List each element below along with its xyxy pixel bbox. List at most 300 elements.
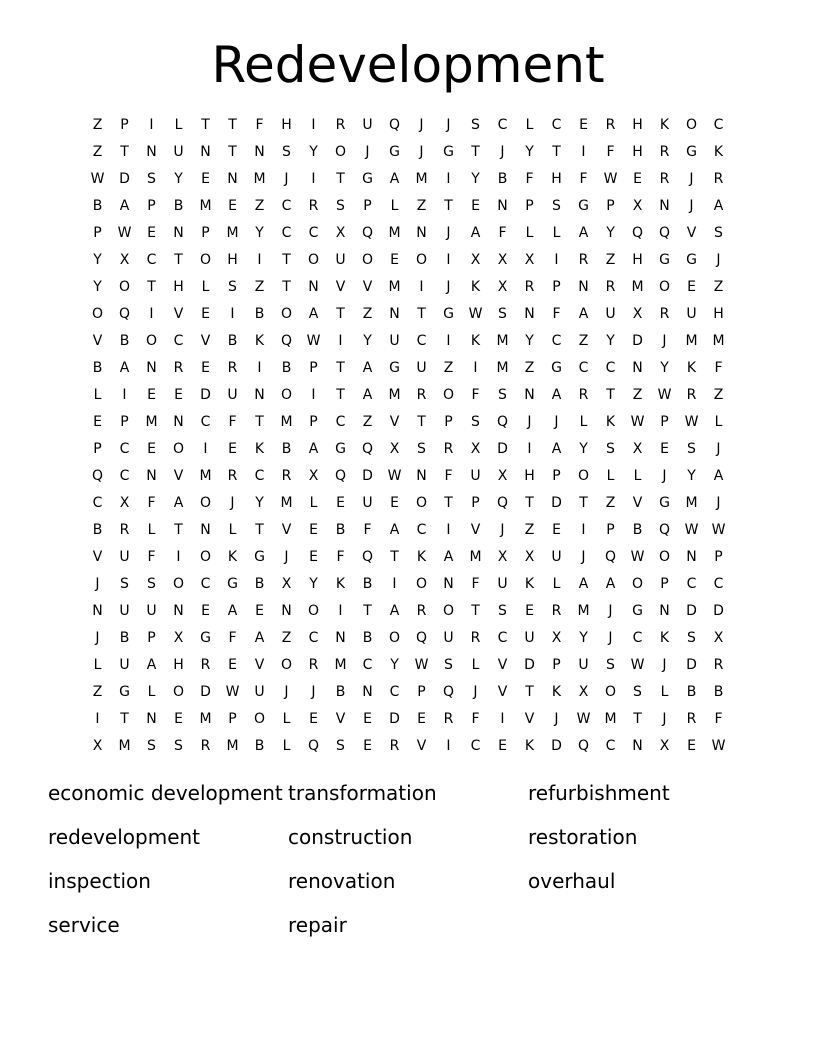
grid-letter: R [335,117,346,133]
grid-letter: G [632,603,643,619]
grid-letter: M [577,603,590,619]
grid-letter: S [174,738,183,754]
grid-letter: A [605,576,616,592]
grid-letter: J [500,144,505,160]
grid-letter: G [686,144,697,160]
grid-letter: U [686,306,697,322]
grid-letter: R [686,711,697,727]
grid-letter: S [606,441,615,457]
grid-letter: C [200,576,211,592]
grid-letter: E [579,117,588,133]
grid-letter: D [362,468,373,484]
grid-letter: F [228,630,237,646]
grid-letter: B [362,576,373,592]
grid-letter: Z [281,630,292,646]
grid-letter: G [389,144,400,160]
grid-letter: W [684,522,699,538]
grid-letter: P [309,414,318,430]
grid-letter: C [362,657,373,673]
word-list-item: redevelopment [48,825,201,849]
grid-letter: G [389,360,400,376]
grid-letter: Y [309,576,318,592]
grid-letter: H [227,252,238,268]
grid-letter: Q [361,549,374,565]
grid-letter: V [200,333,211,349]
grid-letter: N [659,603,670,619]
grid-letter: T [201,117,210,133]
grid-letter: P [309,360,318,376]
grid-letter: Z [92,684,103,700]
grid-letter: T [255,522,264,538]
grid-letter: U [119,657,130,673]
grid-letter: N [335,630,346,646]
grid-letter: E [228,441,237,457]
grid-letter: C [308,630,319,646]
grid-letter: E [390,252,399,268]
grid-letter: P [417,684,426,700]
grid-letter: O [280,657,293,673]
grid-letter: T [228,144,237,160]
grid-letter: E [147,387,156,403]
grid-letter: N [254,387,265,403]
grid-letter: Z [362,414,373,430]
grid-letter: N [497,198,508,214]
grid-letter: X [497,252,508,268]
grid-letter: L [633,468,642,484]
grid-letter: O [577,468,590,484]
grid-letter: A [470,225,481,241]
grid-letter: L [228,522,237,538]
grid-letter: J [716,495,721,511]
grid-letter: I [338,333,343,349]
grid-letter: R [416,387,427,403]
grid-letter: K [524,576,535,592]
grid-letter: O [280,306,293,322]
grid-letter: C [416,522,427,538]
grid-letter: Z [254,198,265,214]
grid-letter: P [444,414,453,430]
grid-letter: T [390,549,399,565]
grid-letter: G [659,252,670,268]
word-list-item: inspection [48,869,151,893]
grid-letter: O [91,306,104,322]
grid-letter: V [92,333,103,349]
grid-letter: A [551,441,562,457]
grid-letter: O [145,333,158,349]
grid-letter: U [578,657,589,673]
grid-letter: S [147,738,156,754]
grid-letter: E [309,711,318,727]
grid-letter: S [147,576,156,592]
grid-letter: U [443,630,454,646]
grid-letter: E [93,414,102,430]
grid-letter: A [713,468,724,484]
grid-letter: R [389,738,400,754]
grid-letter: C [470,738,481,754]
grid-letter: T [471,603,480,619]
puzzle-title: Redevelopment [211,36,605,94]
grid-letter: G [659,495,670,511]
grid-letter: C [632,630,643,646]
grid-letter: O [604,684,617,700]
grid-letter: Y [525,333,534,349]
grid-letter: I [338,603,343,619]
grid-letter: W [684,414,699,430]
grid-letter: T [282,252,291,268]
grid-letter: U [362,117,373,133]
grid-letter: I [149,117,154,133]
word-list-item: repair [288,913,347,937]
grid-letter: N [659,198,670,214]
grid-letter: B [362,630,373,646]
grid-letter: L [201,279,210,295]
grid-letter: I [176,549,181,565]
grid-letter: X [524,549,535,565]
grid-letter: Y [390,657,399,673]
grid-letter: F [471,387,480,403]
grid-letter: W [630,657,645,673]
grid-letter: C [119,441,130,457]
grid-letter: F [714,360,723,376]
grid-letter: J [284,171,289,187]
grid-letter: R [659,171,670,187]
grid-letter: J [446,117,451,133]
grid-letter: B [497,171,508,187]
grid-letter: B [119,333,130,349]
grid-letter: C [146,252,157,268]
grid-letter: K [686,360,697,376]
grid-letter: R [173,360,184,376]
grid-letter: P [660,576,669,592]
grid-letter: M [631,279,644,295]
grid-letter: Z [632,387,643,403]
grid-letter: V [173,468,184,484]
grid-letter: W [603,171,618,187]
grid-letter: X [389,441,400,457]
grid-letter: T [417,306,426,322]
grid-letter: T [255,414,264,430]
grid-letter: D [524,657,535,673]
grid-letter: J [230,495,235,511]
grid-letter: X [335,225,346,241]
grid-letter: K [551,684,562,700]
word-list-item: service [48,913,120,937]
grid-letter: A [173,495,184,511]
grid-letter: G [254,549,265,565]
grid-letter: H [551,171,562,187]
grid-letter: F [147,495,156,511]
grid-letter: M [712,333,725,349]
grid-letter: P [552,279,561,295]
word-list-item: refurbishment [528,781,670,805]
grid-letter: I [446,738,451,754]
grid-letter: X [308,468,319,484]
grid-letter: R [281,468,292,484]
grid-letter: P [552,468,561,484]
grid-letter: N [227,171,238,187]
grid-letter: Z [605,252,616,268]
grid-letter: T [444,198,453,214]
grid-letter: R [200,657,211,673]
grid-letter: F [336,549,345,565]
grid-letter: P [525,198,534,214]
grid-letter: E [255,603,264,619]
grid-letter: T [336,306,345,322]
grid-letter: I [446,522,451,538]
grid-letter: N [416,225,427,241]
grid-letter: J [662,711,667,727]
grid-letter: I [581,144,586,160]
grid-letter: T [363,603,372,619]
grid-letter: I [311,117,316,133]
grid-letter: Y [687,468,696,484]
grid-letter: V [389,414,400,430]
grid-letter: F [714,711,723,727]
grid-letter: T [552,144,561,160]
grid-letter: I [311,171,316,187]
grid-letter: J [554,414,559,430]
grid-letter: J [419,144,424,160]
grid-letter: O [685,117,698,133]
grid-letter: X [659,738,670,754]
grid-letter: M [604,711,617,727]
grid-letter: M [199,468,212,484]
grid-letter: X [578,684,589,700]
grid-letter: S [336,738,345,754]
grid-letter: J [311,684,316,700]
grid-letter: P [201,225,210,241]
grid-letter: J [662,468,667,484]
grid-letter: J [419,117,424,133]
grid-letter: P [363,198,372,214]
grid-letter: D [200,684,211,700]
grid-letter: A [389,522,400,538]
grid-letter: Y [525,144,534,160]
grid-letter: K [416,549,427,565]
grid-letter: D [200,387,211,403]
grid-letter: F [606,144,615,160]
grid-letter: K [605,414,616,430]
grid-letter: B [119,630,130,646]
grid-letter: I [554,252,559,268]
grid-letter: O [253,711,266,727]
grid-letter: E [363,738,372,754]
grid-letter: J [473,684,478,700]
grid-letter: Y [660,360,669,376]
grid-letter: I [230,306,235,322]
word-list-item: construction [288,825,413,849]
grid-letter: T [174,252,183,268]
grid-letter: B [92,198,103,214]
grid-letter: X [173,630,184,646]
grid-letter: E [309,549,318,565]
grid-letter: N [416,468,427,484]
grid-letter: Q [307,738,320,754]
grid-letter: C [308,225,319,241]
grid-letter: Q [361,225,374,241]
grid-letter: B [254,306,265,322]
grid-letter: O [199,252,212,268]
grid-letter: M [496,333,509,349]
grid-letter: Q [496,414,509,430]
grid-letter: J [716,441,721,457]
grid-letter: C [713,117,724,133]
grid-letter: N [146,360,157,376]
grid-letter: O [361,252,374,268]
grid-letter: S [498,306,507,322]
grid-letter: S [228,279,237,295]
grid-letter: X [632,306,643,322]
grid-letter: T [120,144,129,160]
grid-letter: V [254,657,265,673]
grid-letter: R [605,117,616,133]
grid-letter: T [579,495,588,511]
grid-letter: T [336,387,345,403]
grid-letter: E [687,279,696,295]
grid-letter: Z [362,306,373,322]
grid-letter: N [200,144,211,160]
grid-letter: J [608,630,613,646]
grid-letter: Q [442,684,455,700]
grid-letter: F [255,117,264,133]
grid-letter: P [714,549,723,565]
grid-letter: P [606,198,615,214]
grid-letter: W [711,738,726,754]
grid-letter: F [552,306,561,322]
grid-letter: O [172,441,185,457]
grid-letter: V [632,495,643,511]
grid-letter: U [335,252,346,268]
grid-letter: E [309,522,318,538]
grid-letter: S [471,117,480,133]
grid-letter: H [173,279,184,295]
grid-letter: G [686,252,697,268]
grid-letter: Q [361,441,374,457]
grid-letter: P [147,198,156,214]
grid-letter: Z [578,333,589,349]
grid-letter: C [416,333,427,349]
grid-letter: Z [416,198,427,214]
grid-letter: B [281,441,292,457]
grid-letter: K [713,144,724,160]
word-list-item: renovation [288,869,396,893]
grid-letter: W [576,711,591,727]
grid-letter: N [173,603,184,619]
grid-letter: N [632,360,643,376]
grid-letter: O [388,630,401,646]
grid-letter: A [119,360,130,376]
grid-letter: E [174,387,183,403]
grid-letter: O [442,603,455,619]
grid-letter: F [444,468,453,484]
grid-letter: G [362,171,373,187]
grid-letter: E [633,171,642,187]
grid-letter: N [200,522,211,538]
grid-letter: I [95,711,100,727]
grid-letter: E [417,711,426,727]
grid-letter: Z [443,360,454,376]
grid-letter: H [173,657,184,673]
grid-letter: A [254,630,265,646]
grid-letter: C [119,468,130,484]
grid-letter: Y [579,441,588,457]
grid-letter: I [581,522,586,538]
grid-letter: E [552,522,561,538]
grid-letter: S [498,603,507,619]
grid-letter: Q [280,333,293,349]
grid-letter: L [525,225,534,241]
grid-letter: N [173,225,184,241]
grid-letter: P [120,414,129,430]
grid-letter: Z [524,360,535,376]
grid-letter: W [306,333,321,349]
grid-letter: N [443,576,454,592]
grid-letter: P [606,522,615,538]
grid-letter: G [227,576,238,592]
grid-letter: O [631,576,644,592]
grid-letter: V [173,306,184,322]
grid-letter: X [470,441,481,457]
grid-letter: I [500,711,505,727]
grid-letter: X [497,468,508,484]
grid-letter: Y [471,171,480,187]
grid-letter: J [581,549,586,565]
grid-letter: S [498,387,507,403]
grid-letter: E [660,441,669,457]
grid-letter: B [713,684,724,700]
grid-letter: I [446,333,451,349]
grid-letter: N [524,306,535,322]
grid-letter: A [308,441,319,457]
grid-letter: C [713,576,724,592]
grid-letter: Y [255,495,264,511]
grid-letter: T [147,279,156,295]
grid-letter: W [630,549,645,565]
grid-letter: N [686,549,697,565]
grid-letter: W [387,468,402,484]
grid-letter: H [632,252,643,268]
grid-letter: N [254,144,265,160]
grid-letter: V [497,684,508,700]
grid-letter: C [389,684,400,700]
grid-letter: A [227,603,238,619]
grid-letter: R [227,360,238,376]
grid-letter: W [630,414,645,430]
grid-letter: U [227,387,238,403]
grid-letter: E [498,738,507,754]
grid-letter: I [311,387,316,403]
grid-letter: J [284,549,289,565]
grid-letter: J [662,333,667,349]
grid-letter: J [662,657,667,673]
grid-letter: J [95,630,100,646]
grid-letter: T [336,171,345,187]
grid-letter: R [416,603,427,619]
grid-letter: C [497,630,508,646]
grid-letter: N [524,387,535,403]
grid-letter: C [551,333,562,349]
grid-letter: Z [713,279,724,295]
grid-letter: E [390,495,399,511]
grid-letter: E [471,198,480,214]
grid-letter: R [578,252,589,268]
grid-letter: R [524,279,535,295]
grid-letter: Z [713,387,724,403]
grid-letter: K [254,333,265,349]
grid-letter: L [552,225,561,241]
grid-letter: U [497,576,508,592]
grid-letter: E [363,711,372,727]
